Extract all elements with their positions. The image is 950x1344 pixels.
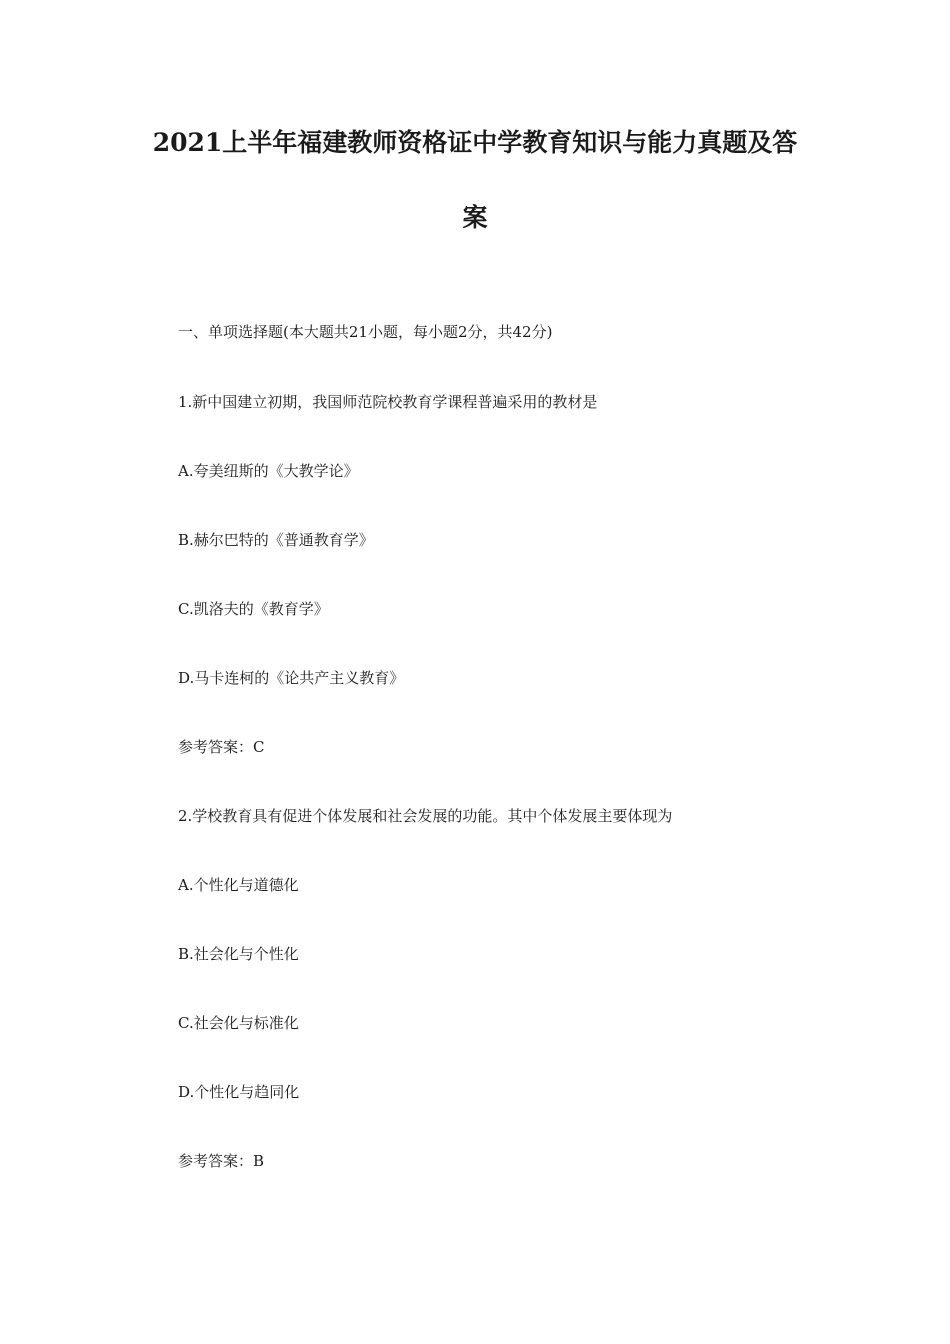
document-title-line-1: 2021上半年福建教师资格证中学教育知识与能力真题及答 <box>152 128 798 157</box>
document-title-line-2: 案 <box>462 203 488 232</box>
question-2-option-b: B.社会化与个性化 <box>178 945 299 963</box>
question-2-option-d: D.个性化与趋同化 <box>178 1083 300 1101</box>
question-1-option-b: B.赫尔巴特的《普通教育学》 <box>178 531 374 549</box>
question-2-stem: 2.学校教育具有促进个体发展和社会发展的功能。其中个体发展主要体现为 <box>178 807 673 825</box>
question-1-stem: 1.新中国建立初期，我国师范院校教育学课程普遍采用的教材是 <box>178 393 598 411</box>
question-1-option-a: A.夸美纽斯的《大教学论》 <box>178 462 359 480</box>
question-1-answer: 参考答案：C <box>178 738 265 756</box>
question-2-option-a: A.个性化与道德化 <box>178 876 299 894</box>
question-1-option-d: D.马卡连柯的《论共产主义教育》 <box>178 669 405 687</box>
question-1-option-c: C.凯洛夫的《教育学》 <box>178 600 329 618</box>
section-heading: 一、单项选择题(本大题共21小题，每小题2分，共42分) <box>178 323 553 341</box>
question-2-answer: 参考答案：B <box>178 1152 265 1170</box>
question-2-option-c: C.社会化与标准化 <box>178 1014 299 1032</box>
